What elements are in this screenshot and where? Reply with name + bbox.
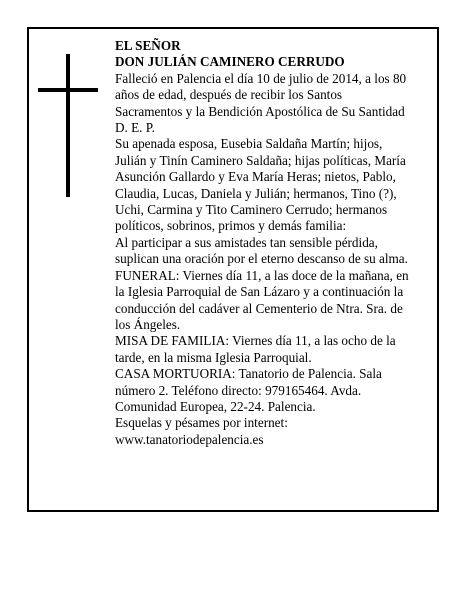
obituary-line: Sacramentos y la Bendición Apostólica de Su Santidad [115,103,405,119]
obituary-line: los Ángeles. [115,316,181,332]
obituary-line: Asunción Gallardo y Eva María Heras; nietos, Pablo, [115,169,396,185]
obituary-line: suplican una oración por el eterno descanso de su alma. [115,251,408,267]
cross-vertical-bar [66,54,70,197]
obituary-line: MISA DE FAMILIA: Viernes día 11, a las ocho de la [115,333,396,349]
obituary-line: Uchi, Carmina y Tito Caminero Cerrudo; hermanos [115,202,388,218]
obituary-line: Falleció en Palencia el día 10 de julio de 2014, a los 80 [115,70,407,86]
obituary-line: D. E. P. [115,120,155,136]
obituary-line: CASA MORTUORIA: Tanatorio de Palencia. Sala [115,366,382,382]
obituary-line: Claudia, Lucas, Daniela y Julián; hermanos, Tino (?), [115,185,397,201]
deceased-name: DON JULIÁN CAMINERO CERRUDO [115,54,345,70]
obituary-line: Esquelas y pésames por internet: [115,415,288,431]
title-line-1: EL SEÑOR [115,38,181,53]
obituary-line: número 2. Teléfono directo: 979165464. Avda. [115,382,362,398]
obituary-line: www.tanatoriodepalencia.es [115,431,264,447]
obituary-line: la Iglesia Parroquial de San Lázaro y a continuación la [115,284,404,300]
obituary-line: Comunidad Europea, 22-24. Palencia. [115,398,316,414]
obituary-line: FUNERAL: Viernes día 11, a las doce de la mañana, en [115,267,409,283]
obituary-line: Julián y Tinín Caminero Saldaña; hijas políticas, María [115,152,406,168]
obituary-line: Al participar a sus amistades tan sensible pérdida, [115,234,378,250]
obituary-body [115,71,427,448]
obituary-line: políticos, sobrinos, primos y demás familia: [115,218,347,234]
obituary-line: años de edad, después de recibir los Santos [115,87,343,103]
obituary-line: conducción del cadáver al Cementerio de Ntra. Sra. de [115,300,403,316]
obituary-line: Su apenada esposa, Eusebia Saldaña Martín; hijos, [115,136,383,152]
obituary-text [115,38,427,448]
obituary-line: tarde, en la misma Iglesia Parroquial. [115,349,312,365]
cross-horizontal-bar [38,88,98,92]
